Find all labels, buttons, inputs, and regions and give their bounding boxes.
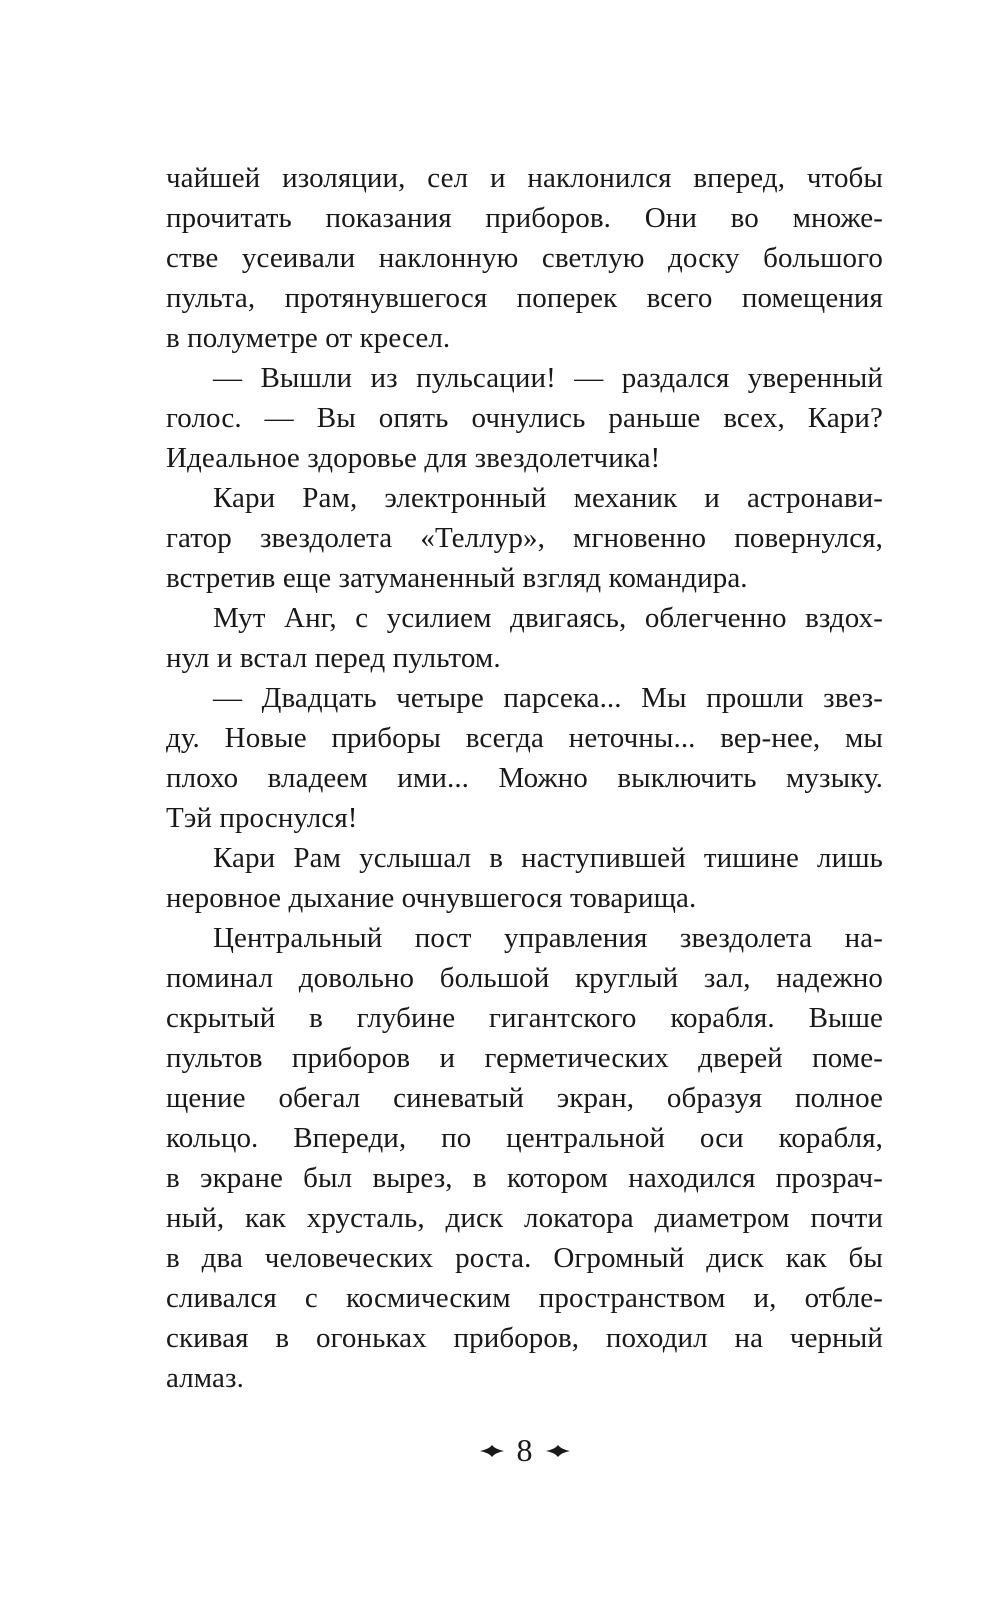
text-line: Центральный пост управления звездолета на-	[213, 922, 883, 954]
text-line: — Двадцать четыре парсека... Мы прошли звез-	[213, 682, 883, 714]
text-line: в экране был вырез, в котором находился прозрач-	[166, 1162, 883, 1194]
text-line: Мут Анг, с усилием двигаясь, облегченно вздох-	[213, 602, 883, 634]
text-line: Кари Рам услышал в наступившей тишине лишь	[213, 842, 883, 874]
text-block	[166, 158, 883, 1398]
text-line: поминал довольно большой круглый зал, надежно	[166, 962, 883, 994]
text-line: ный, как хрусталь, диск локатора диаметром почти	[166, 1202, 883, 1234]
text-line: гатор звездолета «Теллур», мгновенно повернулся,	[166, 522, 883, 554]
text-line: голос. — Вы опять очнулись раньше всех, Кари?	[166, 402, 883, 434]
text-line: Кари Рам, электронный механик и астронави-	[213, 482, 883, 514]
text-line: Тэй проснулся!	[166, 802, 358, 834]
text-line: в полуметре от кресел.	[166, 322, 451, 354]
text-line: скивая в огоньках приборов, походил на черный	[166, 1322, 883, 1354]
text-line: сливался с космическим пространством и, отбле-	[166, 1282, 883, 1314]
text-line: в два человеческих роста. Огромный диск как бы	[166, 1242, 883, 1274]
text-line: плохо владеем ими... Можно выключить музыку.	[166, 762, 883, 794]
page-number: 8	[516, 1431, 533, 1468]
text-line: чайшей изоляции, сел и наклонился вперед, чтобы	[166, 162, 883, 194]
text-line: пульта, протянувшегося поперек всего помещения	[166, 282, 883, 314]
text-line: ду. Новые приборы всегда неточны... вер-нее, мы	[166, 722, 883, 754]
text-line: неровное дыхание очнувшегося товарища.	[166, 882, 697, 914]
text-line: кольцо. Впереди, по центральной оси корабля,	[166, 1122, 883, 1154]
ornament-star-right-icon	[546, 1444, 570, 1458]
text-line: — Вышли из пульсации! — раздался уверенный	[213, 362, 883, 394]
text-line: щение обегал синеватый экран, образуя полное	[166, 1082, 883, 1114]
text-line: алмаз.	[166, 1362, 244, 1394]
text-line: прочитать показания приборов. Они во множе-	[166, 202, 883, 234]
ornament-star-left-icon	[480, 1444, 504, 1458]
text-line: скрытый в глубине гигантского корабля. Выше	[166, 1002, 883, 1034]
page-footer	[166, 1431, 883, 1471]
text-line: нул и встал перед пультом.	[166, 642, 501, 674]
text-line: Идеальное здоровье для звездолетчика!	[166, 442, 661, 474]
text-line: встретив еще затуманенный взгляд командира.	[166, 562, 748, 594]
text-line: стве усеивали наклонную светлую доску большого	[166, 242, 883, 274]
text-line: пультов приборов и герметических дверей поме-	[166, 1042, 883, 1074]
